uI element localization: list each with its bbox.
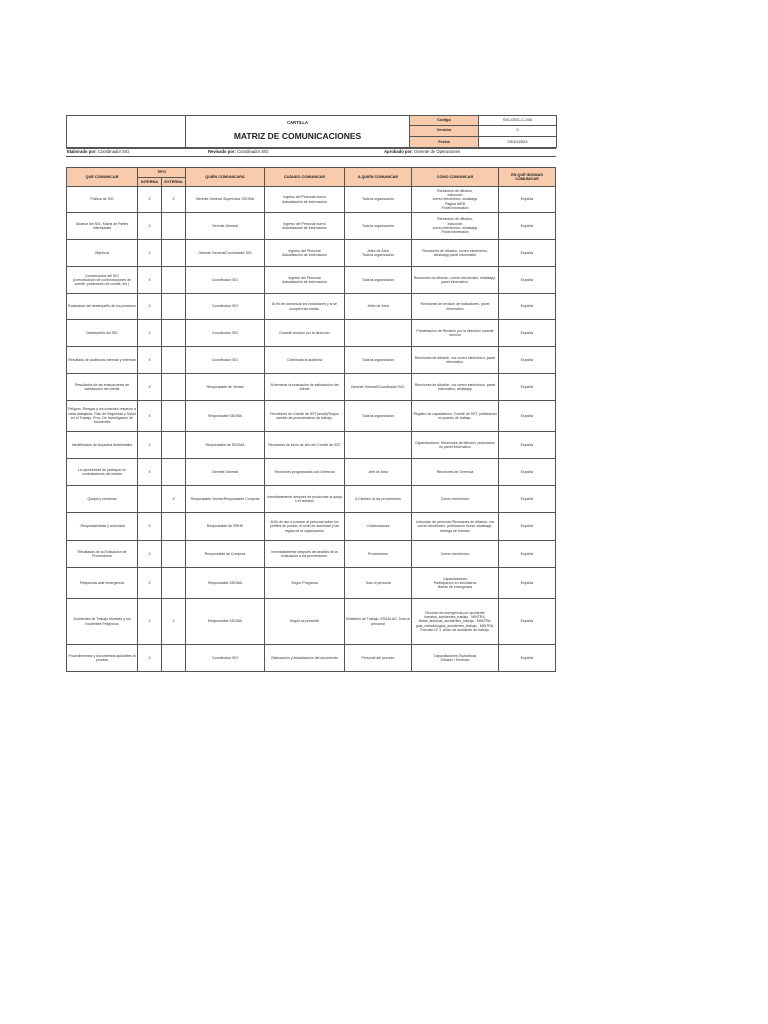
cell-interna: X: [138, 459, 162, 486]
cell-cuando: Ingreso del Personal Actualización de Información: [265, 240, 345, 267]
cell-idioma: Español: [499, 513, 556, 541]
cell-idioma: Español: [499, 599, 556, 645]
fecha-value: 29/10/2023: [479, 136, 557, 147]
table-row: [67, 401, 556, 432]
cell-que: -Responsabilidad y autoridad: [67, 513, 138, 541]
cell-interna: X: [138, 513, 162, 541]
cell-a-quien: Toda la organización: [345, 401, 412, 432]
cell-idioma: Español: [499, 294, 556, 320]
cell-idioma: Español: [499, 347, 556, 374]
cell-quien: Responsable de SSOMA: [186, 432, 265, 459]
cell-que: Quejas y reclamos: [67, 486, 138, 513]
cell-quien: Responsable SSOMA: [186, 568, 265, 599]
cell-como: Reuniones de difusión, correo electrónico, whatsapp, panel informativo.: [412, 267, 499, 294]
cell-como: Reuniones de difusión, Inducción correo electrónico, whatsapp Panel informativo: [412, 213, 499, 240]
cell-que: Resultados de la Evaluación de Proveedores: [67, 541, 138, 568]
cell-a-quien: Colaboradores: [345, 513, 412, 541]
cell-que: Objetivos: [67, 240, 138, 267]
cell-como: Capacitaciones, Reuniones de difusión, publicación en panel informativo: [412, 432, 499, 459]
table-row: [67, 240, 556, 267]
cell-externa: [162, 568, 186, 599]
cell-que: Comunicados del SIG (comunicación de conformaciones de comité, publicación de comité, etc.): [67, 267, 138, 294]
cell-que: Alcance del SIG, Matriz de Partes Interesadas: [67, 213, 138, 240]
cell-cuando: Al fin de comunicar los indicadores y si se cumplen las metas.: [265, 294, 345, 320]
cell-idioma: Español: [499, 568, 556, 599]
cell-externa: [162, 320, 186, 347]
cell-interna: X: [138, 347, 162, 374]
cell-cuando: Reuniones programadas con Gerencia: [265, 459, 345, 486]
cell-idioma: Español: [499, 459, 556, 486]
cell-externa: [162, 432, 186, 459]
cell-externa: [162, 401, 186, 432]
cell-quien: Responsable de RRHH: [186, 513, 265, 541]
cell-como: Reunion de emergencia por accidente fomatos_accidentes_trabajo - MINTRA, fichas_tecnicas_accidentes_trabajo - MINTRA, guia_metodologica_accidentes_trabajo - MINTRA. Formato N° 1. Aviso de accidente de trabajo.: [412, 599, 499, 645]
cell-interna: X: [138, 541, 162, 568]
cell-cuando: Según se presente: [265, 599, 345, 645]
col-header-tipo: TIPO: [138, 168, 186, 178]
cell-cuando: Inmediatamente después del análisis de la evaluación a los proveedores.: [265, 541, 345, 568]
cell-externa: X: [162, 486, 186, 513]
cell-a-quien: [345, 432, 412, 459]
table-row: [67, 513, 556, 541]
cell-como: Reuniones de difusión, vía correo electrónico, panel informativo.: [412, 347, 499, 374]
cell-que: Accidentes de Trabajo Mortales y los Incidentes Peligrosos: [67, 599, 138, 645]
cell-a-quien: Toda la organización: [345, 187, 412, 213]
table-row: [67, 347, 556, 374]
cell-como: Reuniones de Gerencia: [412, 459, 499, 486]
cell-a-quien: Jefe de Área: [345, 459, 412, 486]
cell-cuando: Culminada la auditoría: [265, 347, 345, 374]
cell-interna: X: [138, 568, 162, 599]
matrix-table: [66, 167, 556, 672]
cell-a-quien: Toda la organización: [345, 267, 412, 294]
cell-quien: Responsable Ventas/Responsable Compras: [186, 486, 265, 513]
cell-cuando: Según Programa: [265, 568, 345, 599]
cell-cuando: Ingreso del Personal nuevo Actualización de Información: [265, 213, 345, 240]
col-header-cuando: CUÁNDO COMUNICAR: [265, 168, 345, 187]
cell-que: Resultado de auditorías internas y externas: [67, 347, 138, 374]
cell-como: Correo electrónico: [412, 486, 499, 513]
cell-cuando: Al terminar la evaluación de satisfacción del cliente: [265, 374, 345, 401]
cell-interna: X: [138, 320, 162, 347]
cell-a-quien: Jefes de Área Toda la organización: [345, 240, 412, 267]
col-header-externa: EXTERNA: [162, 178, 186, 187]
cell-a-quien: A Clientes /A los proveedores: [345, 486, 412, 513]
cell-externa: X: [162, 187, 186, 213]
cell-quien: Coordinador SIG: [186, 267, 265, 294]
cell-externa: [162, 513, 186, 541]
cell-idioma: Español: [499, 187, 556, 213]
cell-cuando: Ingreso del Personal Actualización de Información: [265, 267, 345, 294]
cell-idioma: Español: [499, 645, 556, 672]
cell-externa: X: [162, 599, 186, 645]
cell-que: Identificación de Aspectos Ambientales: [67, 432, 138, 459]
cell-idioma: Español: [499, 213, 556, 240]
cell-a-quien: Personal del proceso: [345, 645, 412, 672]
cell-interna: X: [138, 432, 162, 459]
cell-cuando: Al fin de dar a conocer al personal sobre los perfiles de puesto, el nivel de autoridad y las reglas de la organización: [265, 513, 345, 541]
col-header-idiomas: EN QUÉ IDIOMAS COMUNICAR: [499, 168, 556, 187]
cell-cuando: Elaboración y actualización del documento: [265, 645, 345, 672]
cell-como: Capacitaciones Participación en simulacros Bando de emergencia: [412, 568, 499, 599]
cell-idioma: Español: [499, 541, 556, 568]
cell-a-quien: Ministerio de Trabajo, ESSALUD, Todo el personal: [345, 599, 412, 645]
page-title: MATRIZ DE COMUNICACIONES: [186, 125, 410, 148]
logo-area: [67, 116, 186, 148]
table-row: [67, 294, 556, 320]
col-header-a-quien: A QUIÉN COMUNICAR: [345, 168, 412, 187]
cell-externa: [162, 347, 186, 374]
cell-a-quien: Toda la organización: [345, 347, 412, 374]
cell-externa: [162, 267, 186, 294]
col-header-interna: INTERNA: [138, 178, 162, 187]
cell-interna: X: [138, 294, 162, 320]
cell-cuando: Ingreso del Personal nuevo Actualización de Información: [265, 187, 345, 213]
cell-idioma: Español: [499, 267, 556, 294]
cell-como: Reuniones de difusión, correo electrónico, whatsapp,panel informativo: [412, 240, 499, 267]
cell-que: Evaluación del desempeño de los procesos: [67, 294, 138, 320]
cell-idioma: Español: [499, 240, 556, 267]
cell-como: Reuniones de difusión, vía correo electrónico, panel informativo, whatsapp: [412, 374, 499, 401]
cell-cuando: Inmediatamente después de producirse la queja o el reclamo: [265, 486, 345, 513]
table-row: [67, 568, 556, 599]
cell-a-quien: [345, 320, 412, 347]
cell-externa: [162, 374, 186, 401]
cell-que: La oportunidad de participar en contrataciones del estado: [67, 459, 138, 486]
table-row: [67, 599, 556, 645]
table-row: [67, 645, 556, 672]
cell-interna: X: [138, 401, 162, 432]
cell-que: Resultados de las evaluaciones de satisfacción del cliente: [67, 374, 138, 401]
table-row: [67, 267, 556, 294]
cell-externa: [162, 213, 186, 240]
cell-quien: Coordinador SIG: [186, 320, 265, 347]
revisado-por: Revisado por: Coordinador SIG: [207, 149, 383, 157]
cell-quien: Gerente General: [186, 213, 265, 240]
cell-que: Política de SIG: [67, 187, 138, 213]
cell-a-quien: Toda la organización: [345, 213, 412, 240]
cell-externa: [162, 541, 186, 568]
col-header-quien: QUIÉN COMUNICARÁ: [186, 168, 265, 187]
cell-cuando: Reuniones de inicio de año del Comité de SST: [265, 432, 345, 459]
communications-matrix-sheet: [66, 115, 556, 672]
header-table: [66, 115, 557, 148]
cell-idioma: Español: [499, 432, 556, 459]
cell-interna: [138, 486, 162, 513]
cell-interna: X: [138, 645, 162, 672]
cell-quien: Responsable SSOMA: [186, 599, 265, 645]
cell-como: Correo electrónico: [412, 541, 499, 568]
matrix-body: [67, 187, 556, 672]
cell-interna: X: [138, 187, 162, 213]
cell-como: Inducción de personal /Reuniones de difusión, vía correo electrónico, publicación mural, whatsapp, entrega de formato: [412, 513, 499, 541]
col-header-como: CÓMO COMUNICAR: [412, 168, 499, 187]
cell-cuando: Durante revisión por la dirección: [265, 320, 345, 347]
table-row: [67, 213, 556, 240]
cell-externa: [162, 294, 186, 320]
cell-quien: Coordinador SIG: [186, 294, 265, 320]
signature-row: [66, 148, 556, 157]
doc-type: CARTILLA: [186, 116, 410, 126]
cell-interna: X: [138, 213, 162, 240]
col-header-que: QUÉ COMUNICAR: [67, 168, 138, 187]
cell-como: Registro de capacitación, Comité de SST, publicación en puesto de trabajo.: [412, 401, 499, 432]
cell-idioma: Español: [499, 486, 556, 513]
cell-interna: X: [138, 267, 162, 294]
table-row: [67, 486, 556, 513]
cell-que: Desempeño del SIG: [67, 320, 138, 347]
cell-a-quien: Gerente General/Coordinador SIG.: [345, 374, 412, 401]
aprobado-por: Aprobado por: Gerente de Operaciones: [383, 149, 556, 157]
codigo-label: Código: [410, 116, 479, 126]
version-label: Versión: [410, 125, 479, 136]
cell-interna: X: [138, 240, 162, 267]
cell-idioma: Español: [499, 320, 556, 347]
table-row: [67, 432, 556, 459]
cell-como: Reuniones de revisión de indicadores, panel informativo: [412, 294, 499, 320]
version-value: 0: [479, 125, 557, 136]
cell-quien: Gerente General/Coordinador SIG: [186, 240, 265, 267]
cell-interna: X: [138, 374, 162, 401]
cell-quien: Gerente General: [186, 459, 265, 486]
cell-quien: Responsable de Ventas: [186, 374, 265, 401]
cell-externa: [162, 240, 186, 267]
cell-a-quien: Jefes de Área: [345, 294, 412, 320]
cell-como: Presentación de Revisión por la dirección durante reunión: [412, 320, 499, 347]
table-row: [67, 374, 556, 401]
cell-interna: X: [138, 599, 162, 645]
cell-quien: Gerente General /Supervisor SSOMA: [186, 187, 265, 213]
cell-como: Capacitaciones Especificas Difusión / Revisión: [412, 645, 499, 672]
cell-que: Procedimientos y documentos aplicables al proceso: [67, 645, 138, 672]
cell-como: Reuniones de difusión, Inducción correo electrónico, whatsapp Pagina WEB Panel informativo: [412, 187, 499, 213]
cell-idioma: Español: [499, 374, 556, 401]
table-row: [67, 541, 556, 568]
table-row: [67, 187, 556, 213]
cell-quien: Responsable de Compras: [186, 541, 265, 568]
codigo-value: SIG-GDC-C-004: [479, 116, 557, 126]
elaborado-por: Elaborado por: Coordinador SIG: [66, 149, 207, 157]
cell-que: Respuesta ante emergencia: [67, 568, 138, 599]
cell-externa: [162, 645, 186, 672]
cell-que: Peligros, Riesgos y los controles respecto a cada trabajador, Plan de Seguridad y Salud en el Trabajo, Proc. De Investigación de Accidentes: [67, 401, 138, 432]
spacer: [66, 157, 556, 167]
cell-a-quien: Proveedores: [345, 541, 412, 568]
fecha-label: Fecha: [410, 136, 479, 147]
cell-quien: Coordinador SIG: [186, 347, 265, 374]
table-row: [67, 320, 556, 347]
cell-quien: Coordinador SIG: [186, 645, 265, 672]
cell-externa: [162, 459, 186, 486]
cell-a-quien: Todo el personal: [345, 568, 412, 599]
cell-quien: Responsable SSOMA: [186, 401, 265, 432]
cell-cuando: Reuniones de Comité de SST(anual)/Según cambio de procedimiento de trabajo.: [265, 401, 345, 432]
cell-idioma: Español: [499, 401, 556, 432]
table-row: [67, 459, 556, 486]
